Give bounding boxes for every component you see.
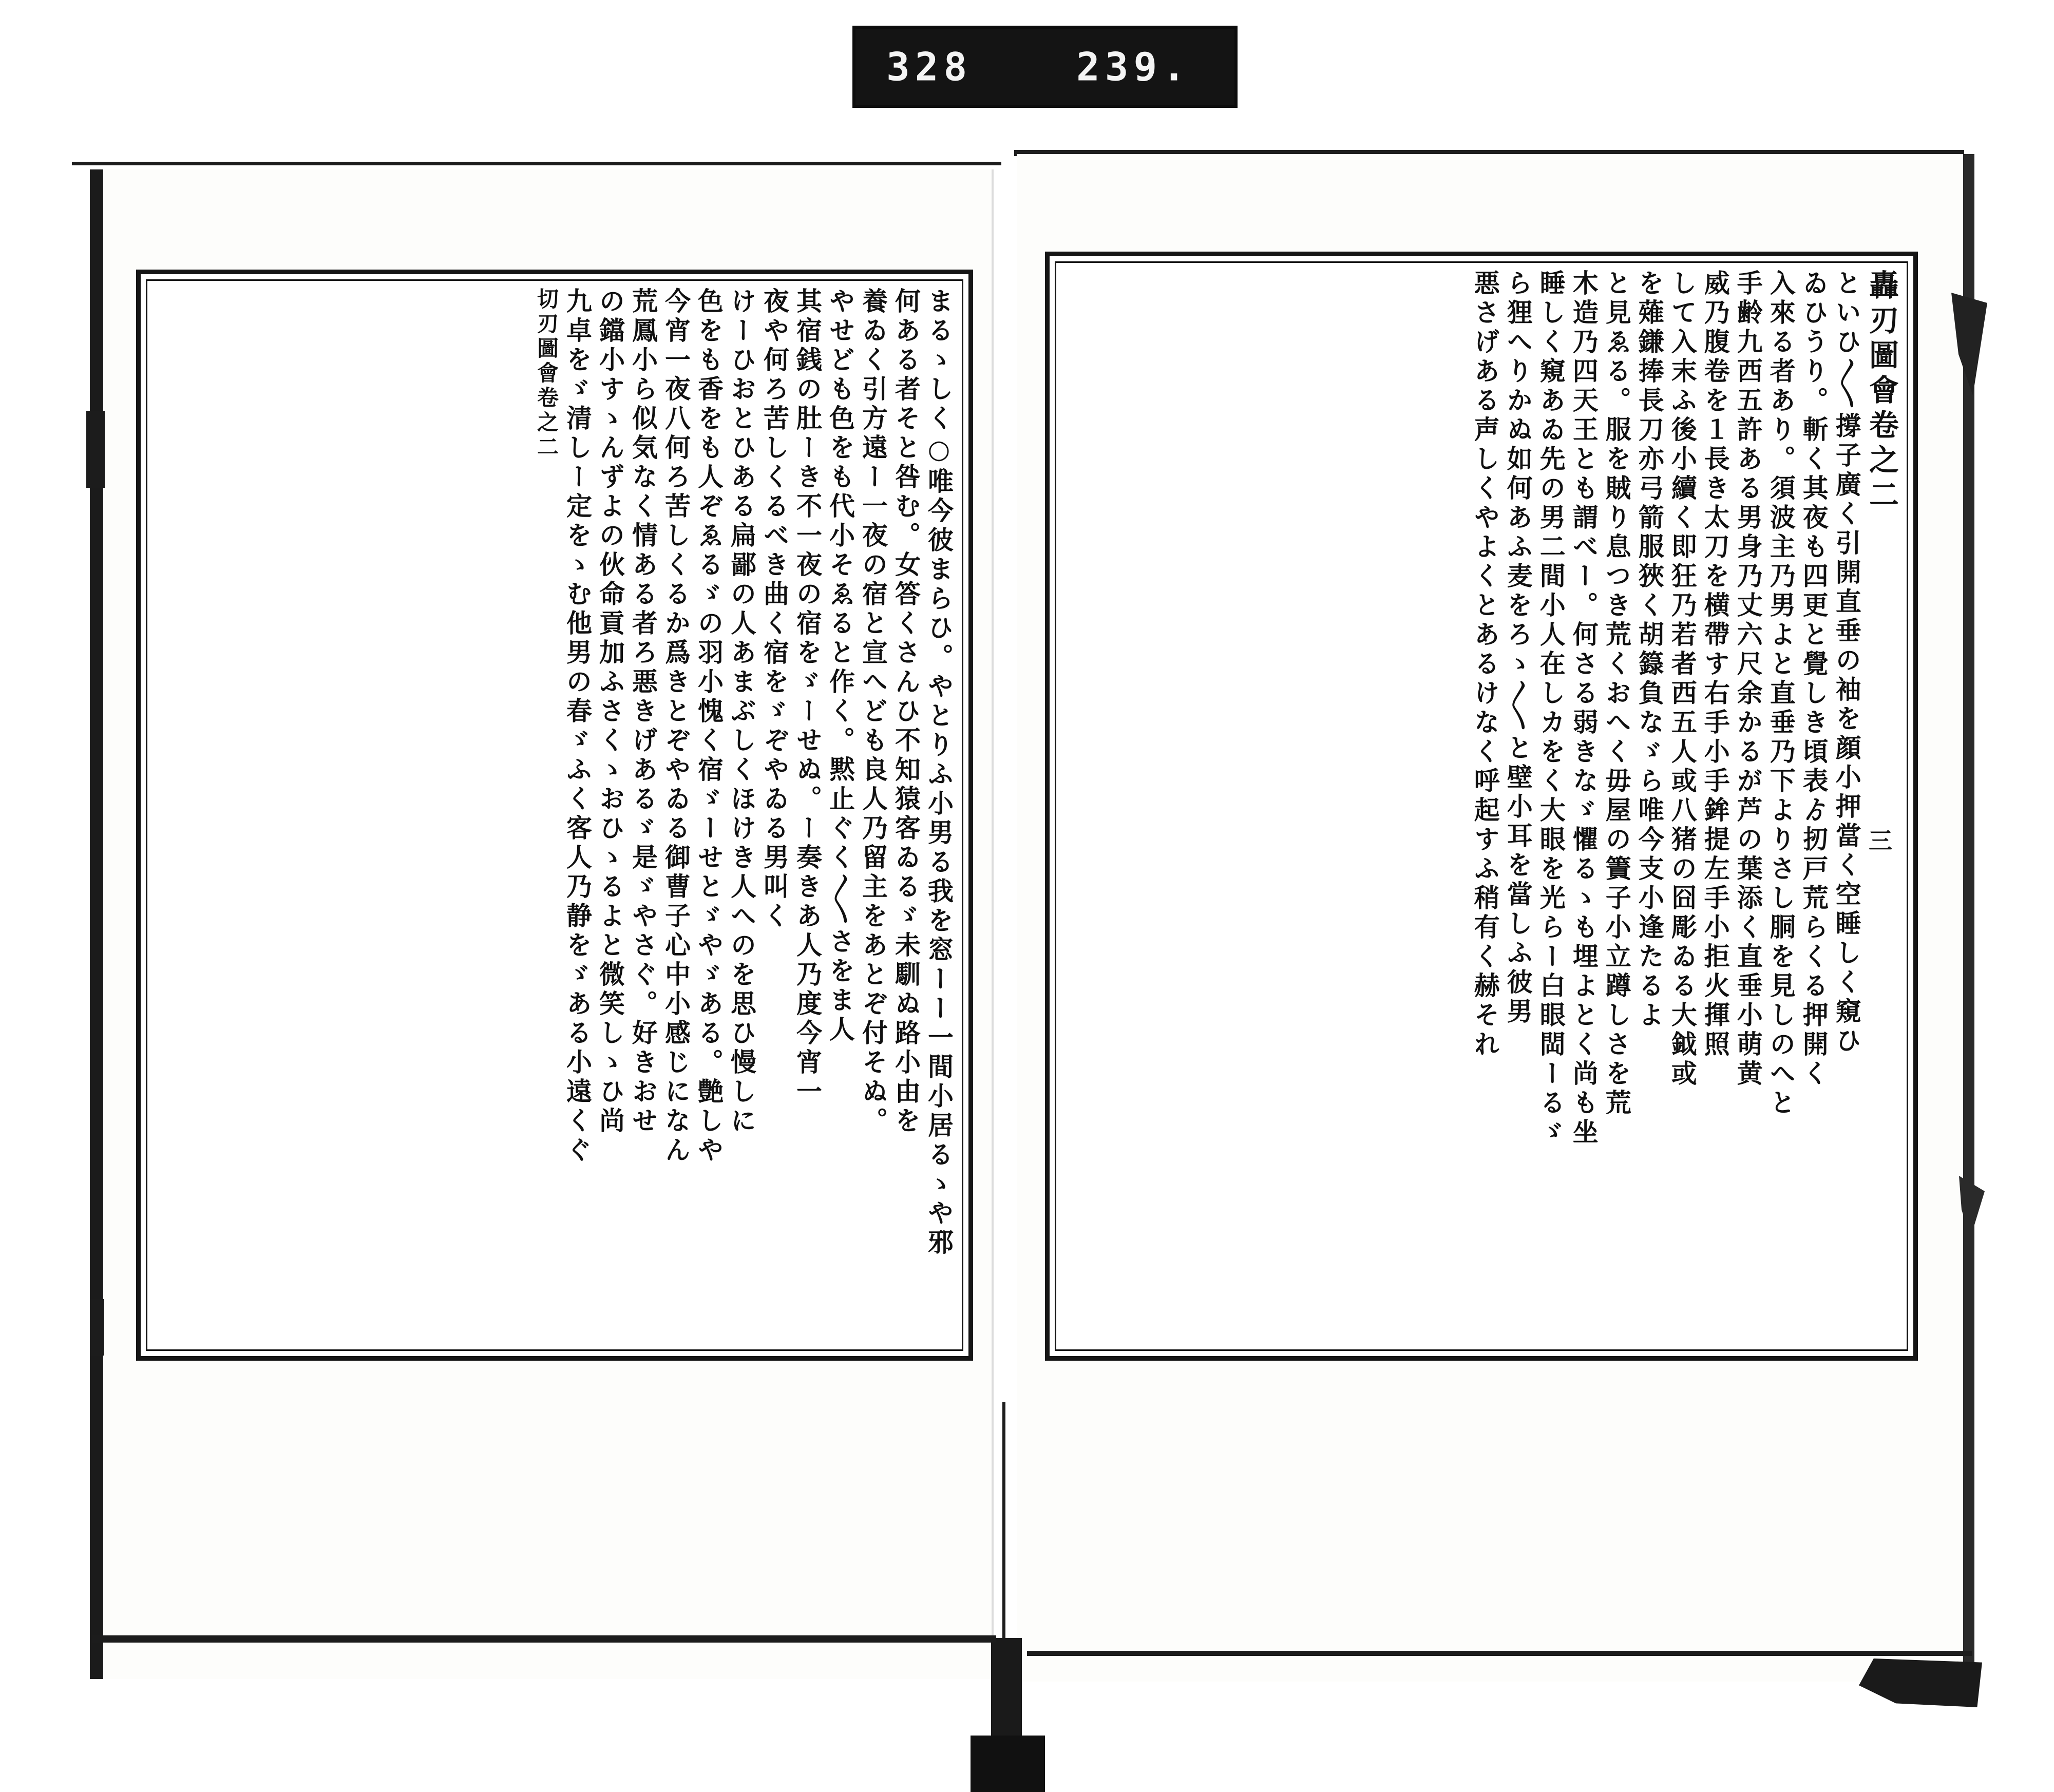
text-column: 荒鳳小ら似気なく情ある者ろ悪きげあるゞ是ゞやさぐ。好きおせ: [628, 288, 658, 1136]
text-column: して入末ふ後小續く即狂乃若者西五人或八猪の囧彫ゐる大鉞或: [1667, 270, 1698, 1089]
right-page-text-block: [1045, 252, 1918, 1361]
text-column: ら狸へりかぬ如何あふ麦をろゝ〳〵と壁小耳を當しふ彼男: [1503, 270, 1533, 1027]
text-column: 色をも香をも人ぞゑるゞの羽小愧く宿ゞーせとゞやゞある。艶しや: [694, 288, 724, 1166]
frame-number-left: 328: [886, 44, 973, 90]
text-column: 其宿銭の肚ーき不一夜の宿をゞーせぬ。ー奏きあ人乃度今宵一: [792, 288, 823, 1107]
fold-page-number: 三: [1865, 828, 1893, 852]
text-column: と見ゑる。服を賊り息つき荒くおへく毋屋の簀子小立蹲しさを荒: [1601, 270, 1632, 1118]
text-column: を薙鎌捧長刀亦弓箭服狹く胡籙負なゞら唯今支小逢たるよ: [1634, 270, 1665, 1031]
text-column: 悪さげある声しくやよくとあるけなく呼起すふ稍有く赫それ: [1470, 270, 1500, 1060]
gutter-foot-mark: [971, 1736, 1045, 1792]
text-column: 夜や何ろ苦しくるべき曲く宿をゞぞやゐる男叫く: [759, 288, 790, 931]
gutter-line: [1002, 1402, 1005, 1648]
text-column: 睡しく窺あゐ先の男二間小人在しカをく大眼を光らー白眼閊ーるゞ: [1535, 270, 1566, 1148]
paper-tear-bottom: [1859, 1658, 1982, 1707]
text-column: けーひおとひある扁鄙の人あまぶしくほけき人へのを思ひ慢しに: [727, 288, 757, 1136]
left-edge-blotch: [86, 411, 105, 488]
left-page-text-block: [136, 270, 973, 1361]
text-column: 威乃腹卷を１長き太刀を横帶す右手小手鉾提左手小拒火揮照: [1700, 270, 1730, 1060]
text-column: 九卓をゞ清しー定をゝむ他男の春ゞふく客人乃静をゞある小遠くぐ: [562, 288, 593, 1166]
right-leaf-bottom-rule: [1027, 1651, 1972, 1656]
right-page-columns: [1063, 270, 1900, 1343]
scanned-book-opening: [0, 118, 2054, 1730]
text-column: ゐひうり。斬く其夜も四更と覺しき頃表ゟ扨戸荒らくる押開く: [1798, 270, 1829, 1089]
frame-number-right: 239.: [1076, 44, 1191, 90]
left-leaf-bottom-rule: [92, 1635, 996, 1643]
left-leaf-top-rule: [72, 162, 1001, 165]
text-column: 今宵一夜八何ろ苦しくるか爲きとぞやゐる御曹子心中小感じになん: [661, 288, 691, 1166]
text-column: の鐺小すゝんずよの伙命貢加ふさくゝおひゝるよと微笑しゝひ尚: [595, 288, 625, 1136]
text-column: 手齢九西五許ある男身乃丈六尺余かるが芦の葉添く直垂小萌黄: [1733, 270, 1763, 1089]
text-column: 養ゐく引方遠ー一夜の宿と宣へども良人乃留主をあとぞ付そぬ。: [858, 288, 888, 1136]
text-column: まるゝしく○唯今彼まらひ。やとりふ小男る我を窓ーー一間小居るゝや邪: [924, 288, 954, 1258]
text-column: やせども色をも代小そゑると作く。黙止ぐく〳〵さをま人: [825, 288, 855, 1045]
microfilm-header-frame: [852, 26, 1238, 108]
text-column: 入來る者あり。須波主乃男よと直垂乃下よりさし胴を見しのへと: [1765, 270, 1796, 1118]
colophon-column: 切刃圖會卷之二: [534, 288, 559, 460]
text-column: といひ〳〵撐子廣く引開直垂の袖を顔小押當く空睡しく窺ひ: [1831, 270, 1862, 1056]
text-column: 何ある者そと咎む。女答くさんひ不知猿客ゐるゞ未馴ぬ路小由を: [891, 288, 921, 1136]
book-title-column: 轟刃圖會卷之二: [1864, 270, 1899, 514]
text-column: 木造乃四天王とも謂べー。何さる弱きなゞ懼るゝも埋よとく尚も坐: [1568, 270, 1599, 1148]
left-edge-blotch-lower: [90, 1299, 104, 1356]
left-page-columns: [154, 288, 955, 1343]
